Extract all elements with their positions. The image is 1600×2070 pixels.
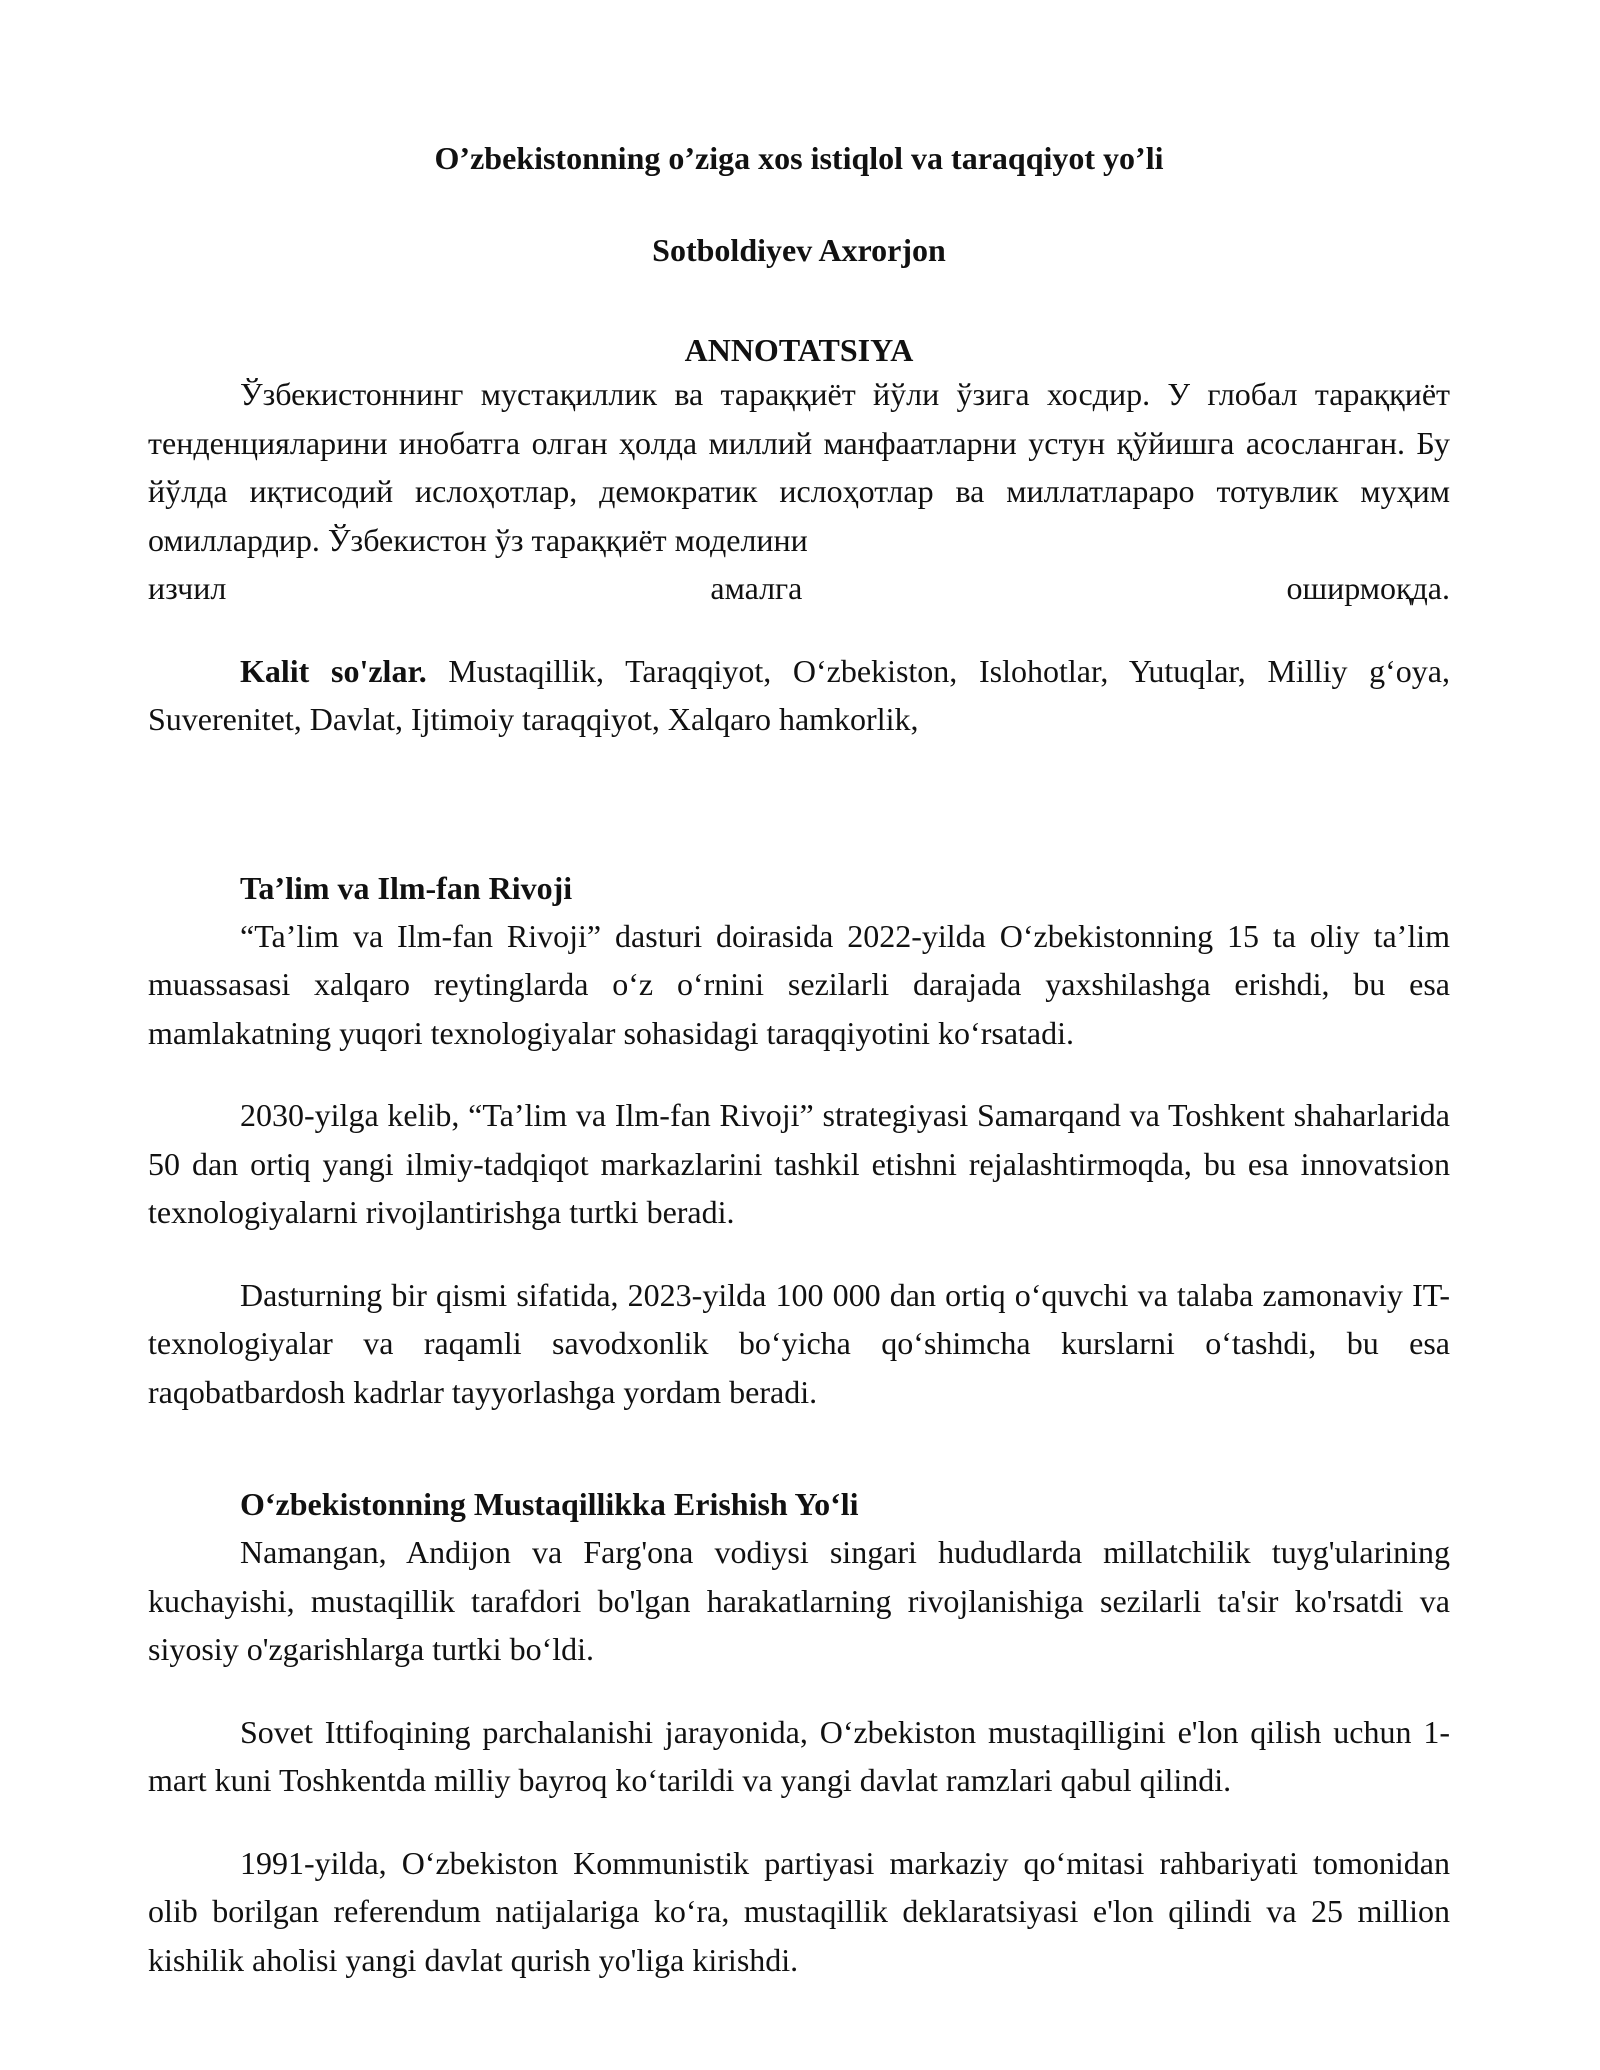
paragraph: “Ta’lim va Ilm-fan Rivoji” dasturi doirasida 2022-yilda O‘zbekistonning 15 ta oliy ta’lim muassasasi xalqaro reytinglarda o‘z o‘rnini sezilarli darajada yaxshilashga erishdi, bu esa mamlakatning yuqori texnologiyalar sohasidagi taraqqiyotini ko‘rsatadi. [148, 917, 1450, 1051]
author-name: Sotboldiyev Axrorjon [652, 232, 946, 268]
keywords [148, 647, 1450, 744]
annotation-text: Ўзбекистоннинг мустақиллик ва тараққиёт йўли ўзига хосдир. У глобал тараққиёт тенденцияларини инобатга олган ҳолда миллий манфаатларни устун қўйишга асосланган. Бу йўлда иқтисодий ислоҳотлар, демократик ислоҳотлар ва миллатлараро тотувлик муҳим омиллардир. Ўзбекистон ўз тараққиёт моделини [148, 376, 1450, 558]
paragraph: Namangan, Andijon va Farg'ona vodiysi singari hududlarda millatchilik tuyg'ularining kuchayishi, mustaqillik tarafdori bo'lgan harakatlarning rivojlanishiga sezilarli ta'sir ko'rsatdi va siyosiy o'zgarishlarga turtki bo‘ldi. [148, 1534, 1450, 1667]
paragraph: 2030-yilga kelib, “Ta’lim va Ilm-fan Rivoji” strategiyasi Samarqand va Toshkent shaharlarida 50 dan ortiq yangi ilmiy-tadqiqot markazlarini tashkil etishni rejalashtirmoqda, bu esa innovatsion texnologiyalarni rivojlantirishga turtki beradi. [148, 1097, 1450, 1230]
paragraph: Dasturning bir qismi sifatida, 2023-yilda 100 000 dan ortiq o‘quvchi va talaba zamonaviy IT-texnologiyalar va raqamli savodxonlik bo‘yicha qo‘shimcha kurslarni o‘tashdi, bu esa raqobatbardosh kadrlar tayyorlashga yordam beradi. [148, 1276, 1450, 1410]
paragraph: 1991-yilda, O‘zbekiston Kommunistik partiyasi markaziy qo‘mitasi rahbariyati tomonidan olib borilgan referendum natijalariga ko‘ra, mustaqillik deklaratsiyasi e'lon qilindi va 25 million kishilik aholisi yangi davlat qurish yo'liga kirishdi. [148, 1844, 1450, 1978]
paragraph: Sovet Ittifoqining parchalanishi jarayonida, O‘zbekiston mustaqilligini e'lon qilish uchun 1-mart kuni Toshkentda milliy bayroq ko‘tarildi va yangi davlat ramzlari qabul qilindi. [148, 1713, 1450, 1798]
annotation-last-line: изчил амалга оширмоқда. [148, 570, 1450, 606]
document-title: O’zbekistonning o’ziga xos istiqlol va taraqqiyot yo’li [434, 140, 1164, 176]
document-page [148, 118, 1450, 1984]
section-heading-education: Ta’lim va Ilm-fan Rivoji [240, 869, 573, 906]
section-heading-independence: O‘zbekistonning Mustaqillikka Erishish Yo‘li [240, 1486, 859, 1522]
keywords-list: Mustaqillik, Taraqqiyot, O‘zbekiston, Islohotlar, Yutuqlar, Milliy g‘oya, Suverenitet, Davlat, Ijtimoiy taraqqiyot, Xalqaro hamkorlik, [148, 652, 1451, 737]
keywords-label: Kalit so'zlar. [240, 652, 427, 689]
annotation-heading: ANNOTATSIYA [684, 332, 914, 368]
